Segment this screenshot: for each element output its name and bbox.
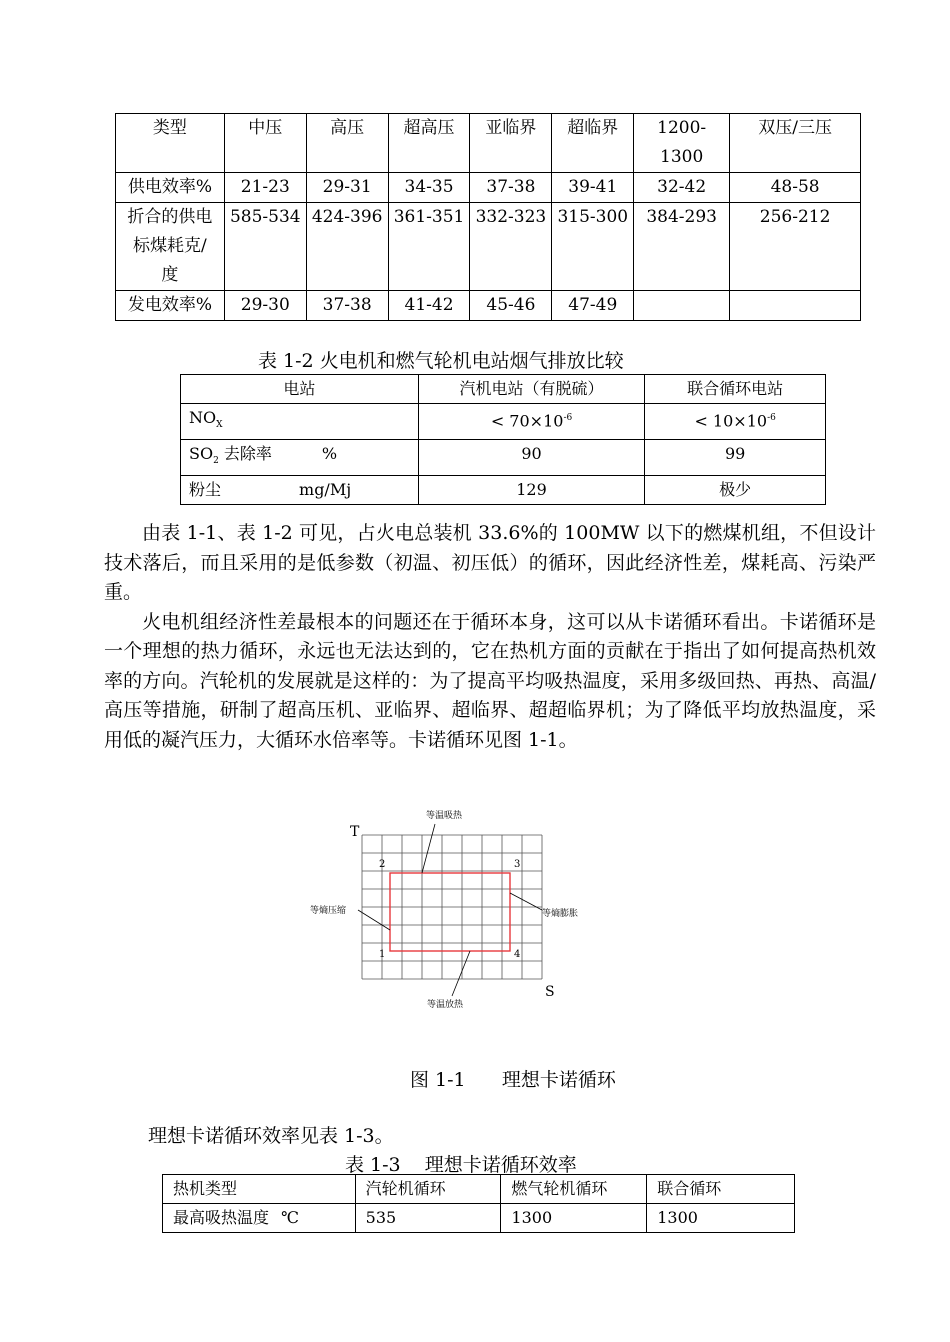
table-row: [163, 1204, 795, 1233]
table-header-cell: 电站: [181, 375, 419, 404]
table-row: [116, 291, 861, 321]
table-cell: 37-38: [306, 291, 388, 321]
table-cell: 585-534: [224, 203, 306, 291]
nox-subscript: X: [216, 420, 223, 431]
table-row: [163, 1175, 795, 1204]
table-cell: 48-58: [730, 173, 861, 203]
table-cell: 47-49: [552, 291, 634, 321]
table-cell: 32-42: [634, 173, 730, 203]
table-1-3-caption: 表 1-3 理想卡诺循环效率: [345, 1154, 577, 1176]
table-1-3-intro: 理想卡诺循环效率见表 1-3。: [148, 1125, 394, 1147]
table-row: [181, 404, 826, 440]
table-cell: 29-31: [306, 173, 388, 203]
label-isentropic-expansion: 等熵膨胀: [542, 909, 579, 919]
table-header-cell: 燃气轮机循环: [501, 1175, 647, 1204]
table-cell: 90: [418, 440, 645, 476]
table-cell: 41-42: [388, 291, 470, 321]
table-cell: 39-41: [552, 173, 634, 203]
table-cell: 424-396: [306, 203, 388, 291]
corner-label-3: 3: [514, 859, 521, 870]
table-header-cell: 超临界: [552, 114, 634, 173]
table-1-2: [180, 374, 826, 505]
table-cell: 45-46: [470, 291, 552, 321]
table-1-1: [115, 113, 861, 321]
table-cell: 332-323: [470, 203, 552, 291]
table-cell: 1300: [501, 1204, 647, 1233]
corner-label-4: 4: [514, 949, 521, 960]
corner-label-2: 2: [379, 859, 386, 870]
table-cell: 29-30: [224, 291, 306, 321]
leader-lines: [358, 824, 542, 996]
table-cell: [634, 291, 730, 321]
table-cell: 384-293: [634, 203, 730, 291]
table-header-cell: 双压/三压: [730, 114, 861, 173]
axis-label-s: S: [545, 984, 555, 1000]
figure-1-1-caption: 图 1-1 理想卡诺循环: [410, 1069, 616, 1091]
body-text: [104, 519, 876, 755]
corner-label-1: 1: [379, 949, 386, 960]
table-cell: 极少: [645, 476, 826, 505]
carnot-cycle-diagram: [300, 800, 579, 1020]
table-cell: < $10\times 10^{-6}$: [645, 404, 826, 440]
table-cell: 供电效率%: [116, 173, 225, 203]
paragraph: 火电机组经济性差最根本的问题还在于循环本身，这可以从卡诺循环看出。卡诺循环是一个理想的热力循环，永远也无法达到的，它在热机方面的贡献在于指出了如何提高热机效率的方向。汽轮机的发展就是这样的：为了提高平均吸热温度，采用多级回热、再热、高温/高压等措施，研制了超高压机、亚临界、超临界、超超临界机；为了降低平均放热温度，采用低的凝汽压力，大循环水倍率等。卡诺循环见图 1-1。: [104, 610, 876, 751]
table-1-3: [162, 1174, 795, 1233]
table-row: [116, 173, 861, 203]
table-cell: 535: [355, 1204, 501, 1233]
table-cell: < $70\times 10^{-6}$: [418, 404, 645, 440]
table-cell: 99: [645, 440, 826, 476]
table-cell: 粉尘 mg/Mj: [181, 476, 419, 505]
table-header-cell: 高压: [306, 114, 388, 173]
table-row: [181, 375, 826, 404]
table-cell: 21-23: [224, 173, 306, 203]
table-1-2-caption: 表 1-2 火电机和燃气轮机电站烟气排放比较: [258, 350, 624, 372]
carnot-cycle-rect: [390, 873, 510, 951]
table-row: [181, 440, 826, 476]
table-header-cell: 亚临界: [470, 114, 552, 173]
table-cell: 折合的供电标煤耗克/度: [116, 203, 225, 291]
table-header-cell: 中压: [224, 114, 306, 173]
table-header-cell: 超高压: [388, 114, 470, 173]
table-cell: 361-351: [388, 203, 470, 291]
table-header-cell: 汽机电站（有脱硫）: [418, 375, 645, 404]
table-cell: 37-38: [470, 173, 552, 203]
table-header-cell: 联合循环电站: [645, 375, 826, 404]
table-header-cell: 汽轮机循环: [355, 1175, 501, 1204]
table-row: [116, 114, 861, 173]
nox-label: NO: [189, 408, 217, 427]
table-header-cell: 联合循环: [647, 1175, 795, 1204]
table-cell: 129: [418, 476, 645, 505]
table-cell: 发电效率%: [116, 291, 225, 321]
table-cell: [730, 291, 861, 321]
label-isentropic-compression: 等熵压缩: [310, 906, 347, 916]
axis-label-t: T: [350, 824, 360, 840]
table-cell: 315-300: [552, 203, 634, 291]
label-isothermal-heat-absorption: 等温吸热: [426, 811, 463, 821]
table-cell: 1300: [647, 1204, 795, 1233]
label-isothermal-heat-rejection: 等温放热: [427, 1000, 464, 1010]
table-cell: [181, 404, 419, 440]
table-cell: $SO_2$ 去除率 %: [181, 440, 419, 476]
table-row: [116, 203, 861, 291]
paragraph: 由表 1-1、表 1-2 可见，占火电总装机 33.6%的 100MW 以下的燃煤机组，不但设计技术落后，而且采用的是低参数（初温、初压低）的循环，因此经济性差，煤耗高、污染严重。: [104, 522, 876, 603]
table-cell: 最高吸热温度 ℃: [163, 1204, 356, 1233]
table-cell: 34-35: [388, 173, 470, 203]
table-row: [181, 476, 826, 505]
table-cell: 256-212: [730, 203, 861, 291]
table-header-cell: 1200-1300: [634, 114, 730, 173]
table-header-cell: 类型: [116, 114, 225, 173]
table-header-cell: 热机类型: [163, 1175, 356, 1204]
